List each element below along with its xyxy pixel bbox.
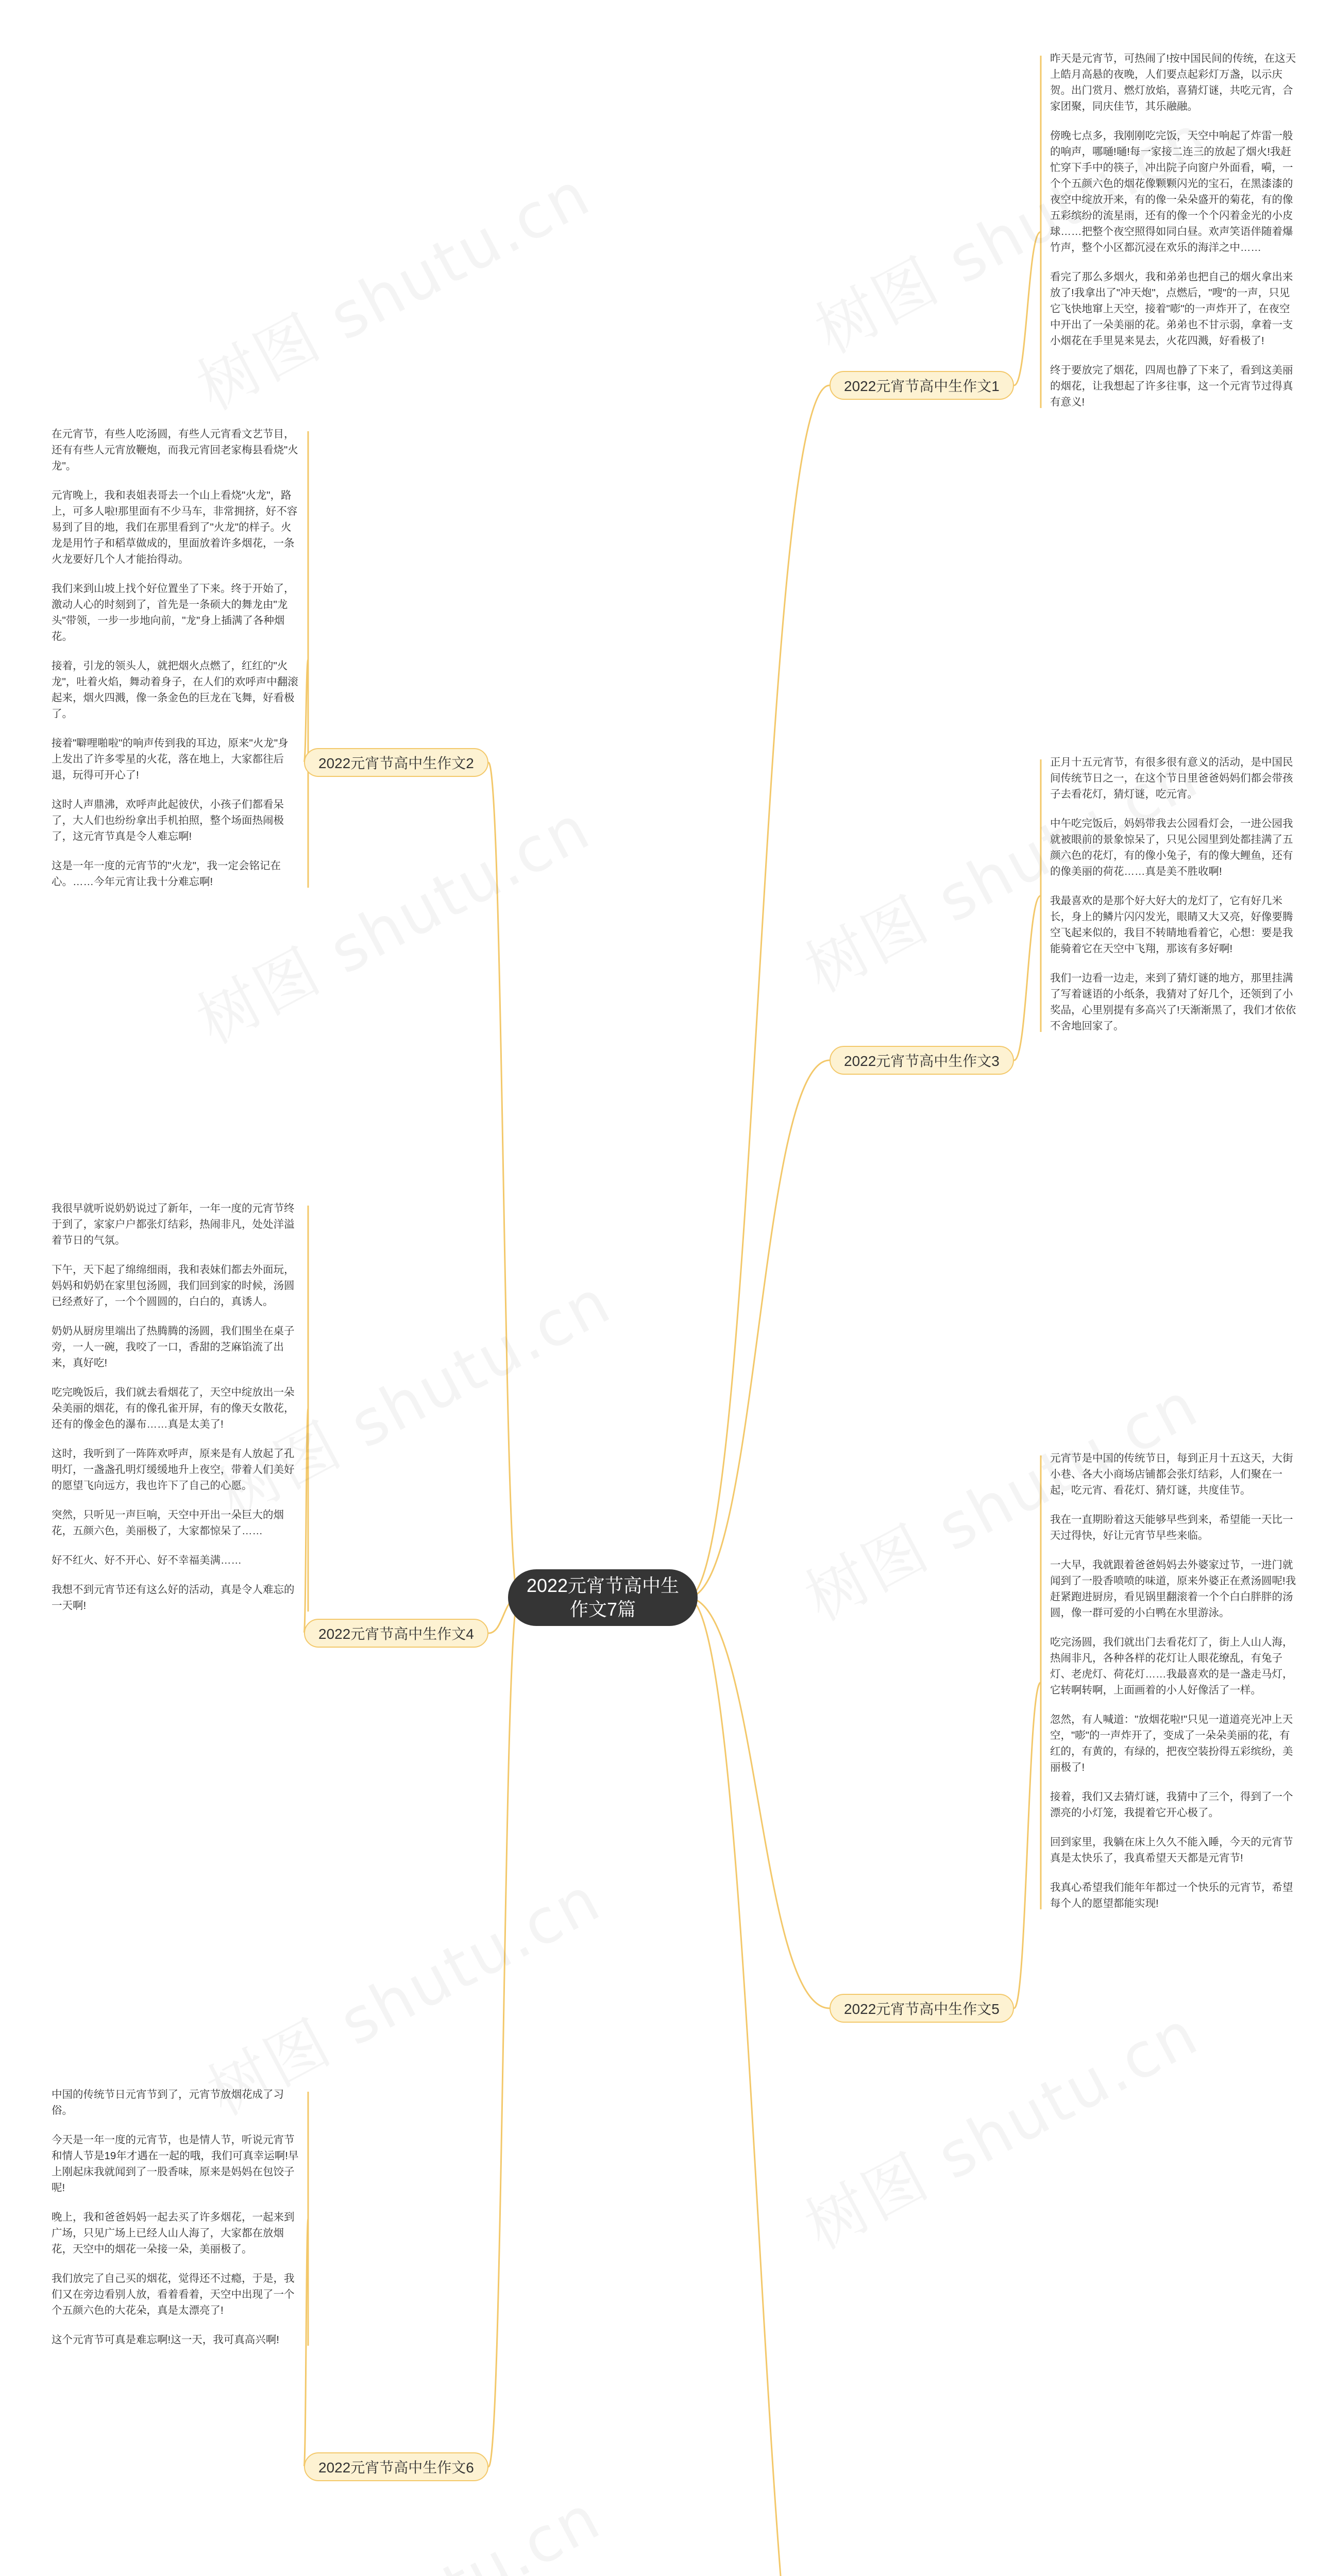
branch-to-text-line: [1014, 232, 1041, 385]
paragraph: 今天是一年一度的元宵节，也是情人节，听说元宵节和情人节是19年才遇在一起的哦，我们可真幸运啊!早上刚起床我就闻到了一股香味，原来是妈妈在包饺子呢!: [52, 2134, 299, 2194]
paragraph: 看完了那么多烟火，我和弟弟也把自己的烟火拿出来放了!我拿出了"冲天炮"，点燃后，"嗖"的一声，只见它飞快地窜上天空，接着"嘭"的一声炸开了，在夜空中开出了一朵美丽的花。弟弟也不甘示弱，拿着一支小烟花在手里晃来晃去，火花四溅，好看极了!: [1050, 271, 1293, 347]
paragraph: 吃完晚饭后，我们就去看烟花了，天空中绽放出一朵朵美丽的烟花，有的像孔雀开屏，有的像天女散花，还有的像金色的瀑布……真是太美了!: [52, 1386, 295, 1430]
paragraph: 傍晚七点多，我刚刚吃完饭，天空中响起了炸雷一般的响声，哪嗵!嗵!每一家接二连三的放起了烟火!我赶忙穿下手中的筷子，冲出院子向窗户外面看，嗬，一个个五颜六色的烟花像颗颗闪光的宝石，在黑漆漆的夜空中绽放开来，有的像一朵朵盛开的菊花，有的像五彩缤纷的流星雨，还有的像一个个闪着金光的小皮球……把整个夜空照得如同白昼。欢声笑语伴随着爆竹声，整个小区都沉浸在欢乐的海洋之中……: [1050, 130, 1293, 253]
paragraph: 吃完汤圆，我们就出门去看花灯了，街上人山人海，热闹非凡，各种各样的花灯让人眼花缭乱，有兔子灯、老虎灯、荷花灯……我最喜欢的是一盏走马灯，它转啊转啊，上面画着的小人好像活了一样。: [1050, 1636, 1293, 1696]
branch-essay-2[interactable]: 2022元宵节高中生作文2: [304, 748, 488, 777]
paragraph: 接着，我们又去猜灯谜，我猜中了三个，得到了一个漂亮的小灯笼，我提着它开心极了。: [1050, 1791, 1293, 1819]
root-to-branch-line: [488, 1598, 518, 2467]
paragraph: 一大早，我就跟着爸爸妈妈去外婆家过节，一进门就闻到了一股香喷喷的味道，原来外婆正在煮汤圆呢!我赶紧跑进厨房，看见锅里翻滚着一个个白白胖胖的汤圆，像一群可爱的小白鸭在水里游泳。: [1050, 1559, 1296, 1619]
paragraph: 这时，我听到了一阵阵欢呼声，原来是有人放起了孔明灯，一盏盏孔明灯缓缓地升上夜空，带着人们美好的愿望飞向远方，我也许下了自己的心愿。: [52, 1448, 295, 1492]
branch-3-text: [1050, 754, 1297, 1047]
branch-5-text: [1050, 1450, 1297, 1925]
branch-essay-5[interactable]: 2022元宵节高中生作文5: [830, 1994, 1014, 2023]
paragraph: 我真心希望我们能年年都过一个快乐的元宵节，希望每个人的愿望都能实现!: [1050, 1882, 1293, 1909]
paragraph: 好不红火、好不开心、好不幸福美满……: [52, 1554, 242, 1566]
branch-to-text-line: [1014, 896, 1041, 1061]
branch-4-text: [52, 1200, 299, 1627]
paragraph: 奶奶从厨房里端出了热腾腾的汤圆，我们围坐在桌子旁，一人一碗，我咬了一口，香甜的芝麻馅流了出来，真好吃!: [52, 1325, 295, 1369]
branch-essay-6[interactable]: 2022元宵节高中生作文6: [304, 2452, 488, 2481]
branch-to-text-line: [1014, 1683, 1041, 2009]
paragraph: 终于要放完了烟花，四周也静了下来了，看到这美丽的烟花，让我想起了许多往事，这一个元宵节过得真有意义!: [1050, 364, 1293, 408]
paragraph: 忽然，有人喊道："放烟花啦!"只见一道道亮光冲上天空，"嘭"的一声炸开了，变成了一朵朵美丽的花，有红的，有黄的，有绿的，把夜空装扮得五彩缤纷，美丽极了!: [1050, 1714, 1293, 1773]
root-to-branch-line: [687, 1598, 830, 2008]
paragraph: 我想不到元宵节还有这么好的活动，真是令人难忘的一天啊!: [52, 1584, 295, 1612]
paragraph: 正月十五元宵节，有很多很有意义的活动，是中国民间传统节日之一，在这个节日里爸爸妈妈们都会带孩子去看花灯，猜灯谜，吃元宵。: [1050, 756, 1293, 800]
paragraph: 接着"噼哩啪啦"的响声传到我的耳边，原来"火龙"身上发出了许多零星的火花，落在地上，大家都往后退，玩得可开心了!: [52, 737, 289, 781]
paragraph: 下午，天下起了绵绵细雨，我和表妹们都去外面玩，妈妈和奶奶在家里包汤圆，我们回到家的时候，汤圆已经煮好了，一个个圆圆的，白白的，真诱人。: [52, 1264, 295, 1308]
branch-essay-4[interactable]: 2022元宵节高中生作文4: [304, 1619, 488, 1648]
paragraph: 这个元宵节可真是难忘啊!这一天，我可真高兴啊!: [52, 2334, 279, 2346]
paragraph: 我很早就听说奶奶说过了新年，一年一度的元宵节终于到了，家家户户都张灯结彩，热闹非凡，处处洋溢着节日的气氛。: [52, 1202, 295, 1246]
root-to-branch-line: [687, 385, 830, 1598]
paragraph: 元宵节是中国的传统节日，每到正月十五这天，大街小巷、各大小商场店铺都会张灯结彩，人们聚在一起，吃元宵、看花灯、猜灯谜，共度佳节。: [1050, 1452, 1293, 1496]
paragraph: 突然，只听见一声巨响，天空中开出一朵巨大的烟花，五颜六色，美丽极了，大家都惊呆了……: [52, 1509, 284, 1537]
paragraph: 这是一年一度的元宵节的"火龙"，我一定会铭记在心。……今年元宵让我十分难忘啊!: [52, 860, 281, 888]
paragraph: 元宵晚上，我和表姐表哥去一个山上看烧"火龙"，路上，可多人啦!那里面有不少马车，非常拥挤，好不容易到了目的地，我们在那里看到了"火龙"的样子。火龙是用竹子和稻草做成的，里面放着许多烟花，一条火龙要好几个人才能抬得动。: [52, 489, 298, 565]
paragraph: 我最喜欢的是那个好大好大的龙灯了，它有好几米长，身上的鳞片闪闪发光，眼睛又大又亮，好像要腾空飞起来似的，我目不转睛地看着它，心想：要是我能骑着它在天空中飞翔，那该有多好啊!: [1050, 895, 1293, 955]
paragraph: 我在一直期盼着这天能够早些到来，希望能一天比一天过得快，好让元宵节早些来临。: [1050, 1514, 1293, 1541]
central-topic[interactable]: 2022元宵节高中生作文7篇: [508, 1569, 698, 1626]
paragraph: 这时人声鼎沸，欢呼声此起彼伏，小孩子们都看呆了，大人们也纷纷拿出手机拍照，整个场面热闹极了，这元宵节真是令人难忘啊!: [52, 799, 284, 842]
paragraph: 回到家里，我躺在床上久久不能入睡，今天的元宵节真是太快乐了，我真希望天天都是元宵节!: [1050, 1836, 1293, 1864]
paragraph: 中国的传统节日元宵节到了，元宵节放烟花成了习俗。: [52, 2089, 284, 2116]
paragraph: 中午吃完饭后，妈妈带我去公园看灯会，一进公园我就被眼前的景象惊呆了，只见公园里到处都挂满了五颜六色的花灯，有的像小兔子，有的像大鲤鱼，还有的像美丽的荷花……真是美不胜收啊!: [1050, 818, 1293, 877]
root-to-branch-line: [488, 762, 518, 1598]
branch-6-text: [52, 2087, 299, 2361]
branch-essay-1[interactable]: 2022元宵节高中生作文1: [830, 371, 1014, 400]
branch-2-text: [52, 426, 299, 903]
paragraph: 在元宵节，有些人吃汤圆，有些人元宵看文艺节目，还有有些人元宵放鞭炮，而我元宵回老家梅县看烧"火龙"。: [52, 428, 298, 472]
paragraph: 昨天是元宵节，可热闹了!按中国民间的传统，在这天上皓月高悬的夜晚，人们要点起彩灯万盏，以示庆贺。出门赏月、燃灯放焰，喜猜灯谜，共吃元宵，合家团聚，同庆佳节，其乐融融。: [1050, 53, 1296, 112]
root-to-branch-line: [687, 1060, 830, 1598]
paragraph: 我们来到山坡上找个好位置坐了下来。终于开始了，激动人心的时刻到了，首先是一条硕大的舞龙由"龙头"带领，一步一步地向前，"龙"身上插满了各种烟花。: [52, 583, 295, 642]
branch-1-text: [1050, 50, 1297, 423]
branch-essay-3[interactable]: 2022元宵节高中生作文3: [830, 1046, 1014, 1075]
paragraph: 我们放完了自己买的烟花，觉得还不过瘾，于是，我们又在旁边看别人放，看着看着，天空中出现了一个个五颜六色的大花朵，真是太漂亮了!: [52, 2273, 295, 2316]
root-to-branch-line: [687, 1598, 830, 2576]
paragraph: 接着，引龙的领头人，就把烟火点燃了，红红的"火龙"，吐着火焰，舞动着身子，在人们的欢呼声中翻滚起来，烟火四溅，像一条金色的巨龙在飞舞，好看极了。: [52, 660, 298, 720]
paragraph: 我们一边看一边走，来到了猜灯谜的地方，那里挂满了写着谜语的小纸条，我猜对了好几个，还领到了小奖品，心里别提有多高兴了!天渐渐黑了，我们才依依不舍地回家了。: [1050, 972, 1296, 1032]
paragraph: 晚上，我和爸爸妈妈一起去买了许多烟花，一起来到广场，只见广场上已经人山人海了，大家都在放烟花，天空中的烟花一朵接一朵，美丽极了。: [52, 2211, 295, 2255]
